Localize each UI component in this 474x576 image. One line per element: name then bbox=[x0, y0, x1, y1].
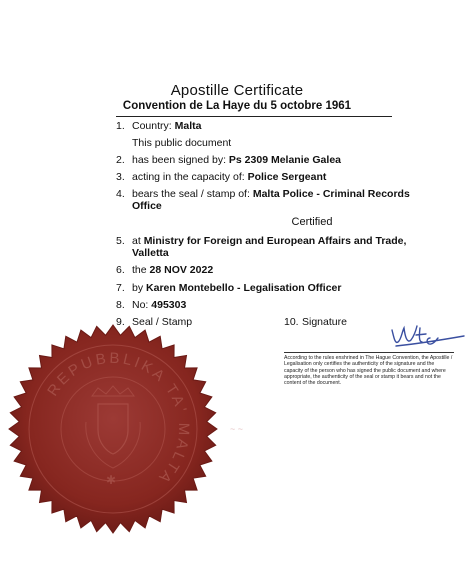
handwritten-signature bbox=[386, 318, 468, 352]
item-number: 3. bbox=[116, 171, 125, 183]
item-number: 8. bbox=[116, 299, 125, 311]
header-rule bbox=[116, 116, 392, 117]
svg-text:✱: ✱ bbox=[106, 473, 117, 487]
item-value: 28 NOV 2022 bbox=[149, 264, 214, 276]
item-value: Karen Montebello - Legalisation Officer bbox=[146, 282, 342, 294]
item-label: has been signed by: bbox=[132, 154, 226, 166]
item-value-continued: Valletta bbox=[132, 247, 169, 259]
item-value: Ps 2309 Melanie Galea bbox=[228, 154, 341, 166]
legal-notice: According to the rules enshrined in The Hague Convention, the Apostille / Legalisation only certifies the authenticity of the signature and the capacity of the person who has signed the public document and where appropriate, the authenticity of the seal or stamp it bears and not the content of the document. bbox=[284, 352, 454, 386]
faint-stamp-residue: ~ ~ bbox=[230, 424, 244, 434]
item-value: Malta Police - Criminal Records bbox=[252, 188, 410, 200]
certificate-title: Apostille Certificate bbox=[170, 82, 304, 99]
item-value: Ministry for Foreign and European Affairs and Trade, bbox=[143, 235, 407, 247]
item-label: Seal / Stamp bbox=[132, 316, 193, 328]
item-label: Country: bbox=[132, 120, 172, 132]
item-number: 7. bbox=[116, 282, 125, 294]
item-label: the bbox=[132, 264, 147, 276]
item-label: by bbox=[132, 282, 144, 294]
item-number: 6. bbox=[116, 264, 125, 276]
item-number: 5. bbox=[116, 235, 125, 247]
item-number: 4. bbox=[116, 188, 125, 200]
item-label: at bbox=[132, 235, 141, 247]
item-number: 1. bbox=[116, 120, 125, 132]
certified-label: Certified bbox=[291, 216, 333, 228]
seal-text: REPUBBLIKA TA' MALTA bbox=[44, 349, 193, 489]
item-number: 9. bbox=[116, 316, 125, 328]
item-label: acting in the capacity of: bbox=[132, 171, 245, 183]
item-label: bears the seal / stamp of: bbox=[132, 188, 250, 200]
item-label: This public document bbox=[132, 137, 232, 149]
item-value: Police Sergeant bbox=[247, 171, 327, 183]
malta-wax-seal bbox=[6, 322, 220, 536]
item-value: 495303 bbox=[151, 299, 187, 311]
item-label: Signature bbox=[302, 316, 347, 328]
item-label: No: bbox=[132, 299, 149, 311]
item-number: 10. bbox=[284, 316, 299, 328]
certificate-subtitle: Convention de La Haye du 5 octobre 1961 bbox=[122, 100, 352, 112]
item-value-continued: Office bbox=[132, 200, 162, 212]
item-value: Malta bbox=[174, 120, 202, 132]
item-number: 2. bbox=[116, 154, 125, 166]
